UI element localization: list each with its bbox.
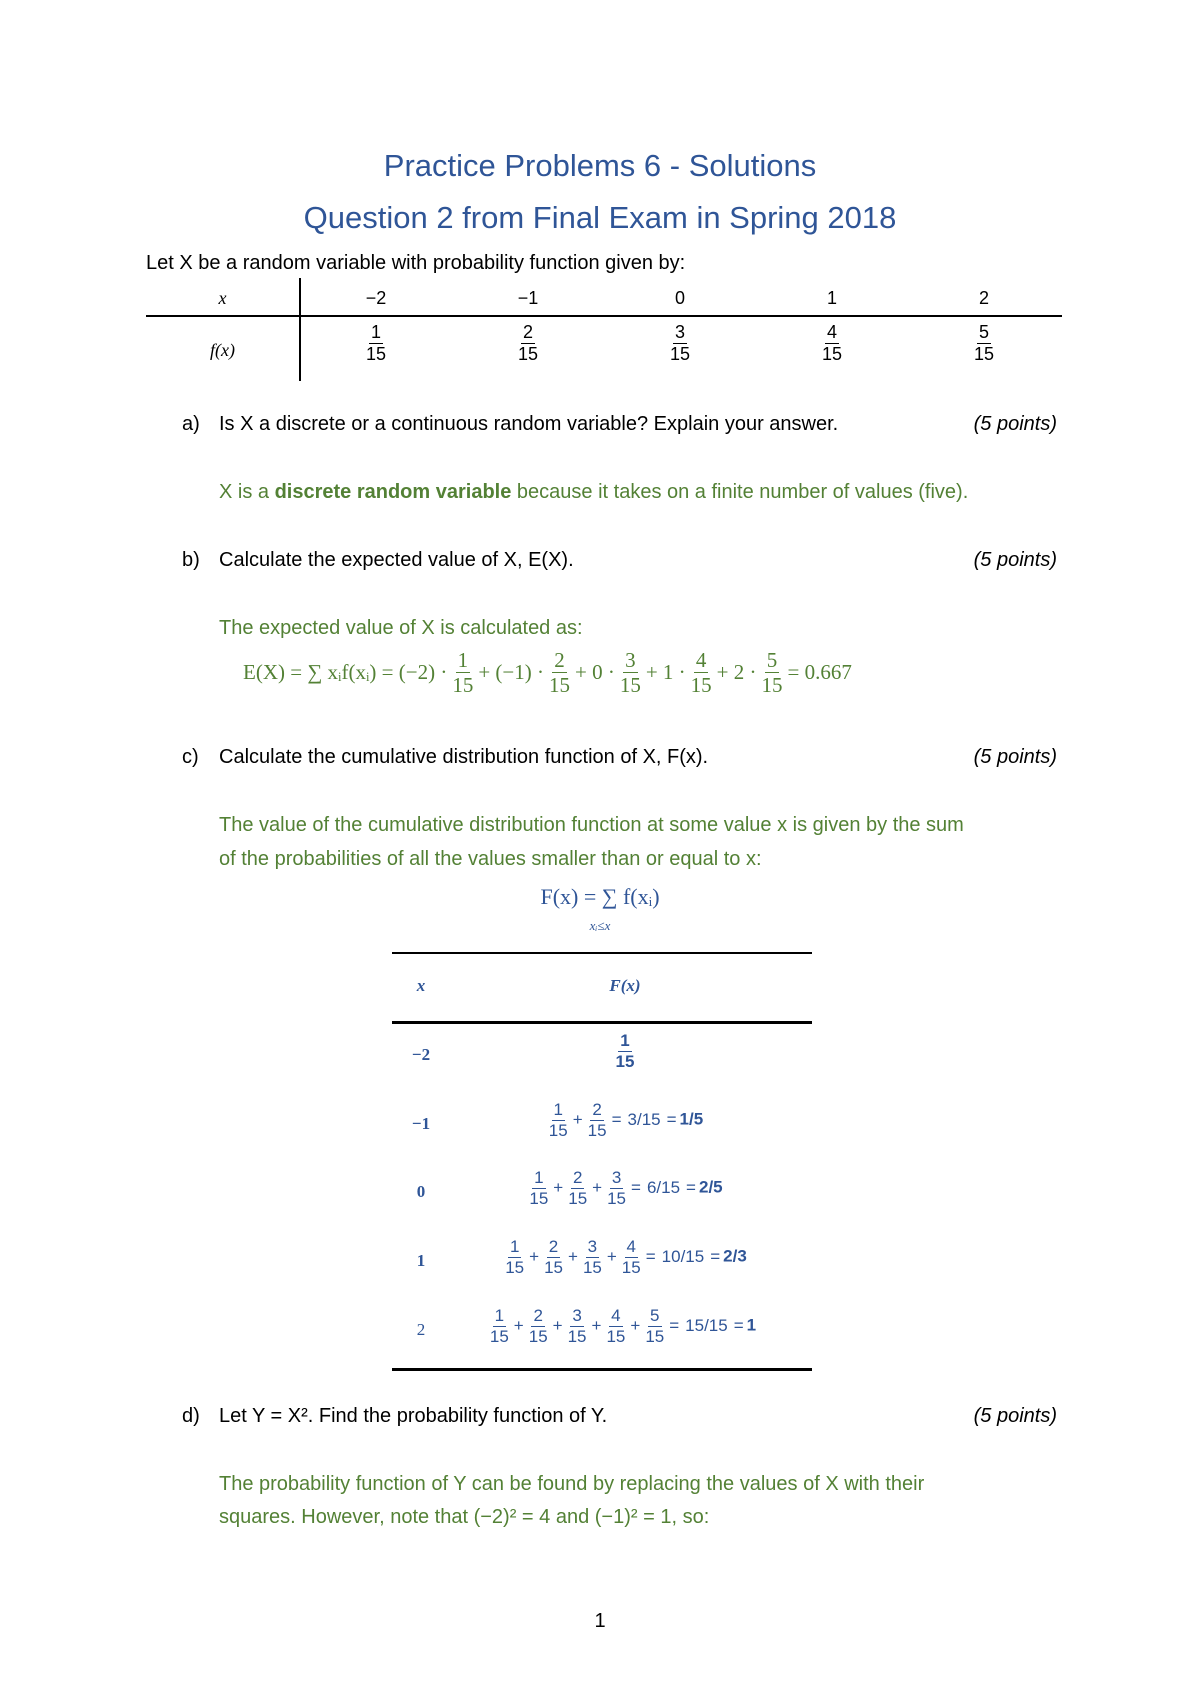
- question-points: (5 points): [973, 1405, 1057, 1427]
- question-text: Let Y = X². Find the probability function of Y.: [219, 1405, 608, 1427]
- pmf-x-value: −2: [365, 288, 387, 308]
- page-subtitle: Question 2 from Final Exam in Spring 2018: [303, 200, 897, 235]
- answer-c-line2: of the probabilities of all the values smaller than or equal to x:: [219, 848, 762, 870]
- cdf-row: [392, 1096, 812, 1156]
- cdf-row: [392, 1302, 812, 1362]
- question-points: (5 points): [973, 746, 1057, 768]
- pmf-f-label: f(x): [210, 340, 235, 360]
- cdf-table-header-rule: [392, 1021, 812, 1024]
- cdf-table-top-rule: [392, 952, 812, 954]
- question-label: d): [182, 1405, 200, 1427]
- pmf-x-value: 1: [826, 288, 837, 308]
- cdf-row-x: 0: [416, 1182, 426, 1201]
- cdf-header-x: x: [416, 976, 426, 995]
- pmf-f-value: $\frac{4}{15}$: [821, 322, 843, 364]
- cdf-row: [392, 1233, 812, 1293]
- question-label: c): [182, 746, 199, 768]
- cdf-row-x: 1: [416, 1251, 426, 1270]
- cdf-formula-subscript: xᵢ≤x: [589, 918, 611, 933]
- page-number: 1: [594, 1610, 606, 1632]
- answer-d-line2: squares. However, note that (−2)² = 4 and (−1)² = 1, so:: [219, 1506, 710, 1528]
- question-label: b): [182, 549, 200, 571]
- question-points: (5 points): [973, 549, 1057, 571]
- pmf-x-label: x: [218, 288, 227, 308]
- cdf-row-value: $\frac{1}{15}$ + $\frac{2}{15}$ + $\frac{3}{15}$ + $\frac{4}{15}$ + $\frac{5}{15}$ = 15/15 = 1: [489, 1306, 757, 1346]
- question-text: Is X a discrete or a continuous random variable? Explain your answer.: [219, 413, 839, 435]
- question-label: a): [182, 413, 200, 435]
- cdf-formula: F(x) = ∑ f(xᵢ): [540, 884, 660, 909]
- cdf-row: [392, 1027, 812, 1087]
- cdf-row-value: $\frac{1}{15}$ + $\frac{2}{15}$ + $\frac{3}{15}$ = 6/15 = 2/5: [529, 1168, 723, 1208]
- cdf-row-x: 2: [416, 1320, 426, 1339]
- answer-d-line1: The probability function of Y can be found by replacing the values of X with their: [219, 1473, 925, 1495]
- cdf-table-bottom-rule: [392, 1368, 812, 1371]
- answer-b-intro: The expected value of X is calculated as:: [219, 617, 583, 639]
- pmf-x-value: 0: [674, 288, 685, 308]
- cdf-row-value: $\frac{1}{15}$ + $\frac{2}{15}$ = 3/15 = 1/5: [548, 1100, 704, 1140]
- pmf-f-value: $\frac{5}{15}$: [973, 322, 995, 364]
- cdf-header-f: F(x): [609, 976, 641, 995]
- cdf-row-value: $\frac{1}{15}$ + $\frac{2}{15}$ + $\frac{3}{15}$ + $\frac{4}{15}$ = 10/15 = 2/3: [505, 1237, 747, 1277]
- question-text: Calculate the expected value of X, E(X).: [219, 549, 574, 571]
- cdf-row-value: $\frac{1}{15}$: [615, 1031, 635, 1071]
- pmf-f-value: $\frac{2}{15}$: [517, 322, 539, 364]
- cdf-row: [392, 1164, 812, 1224]
- pmf-x-value: −1: [517, 288, 539, 308]
- answer-a: X is a discrete random variable because it takes on a finite number of values (five).: [219, 481, 969, 503]
- answer-c-line1: The value of the cumulative distribution function at some value x is given by the sum: [219, 814, 964, 836]
- intro-text: Let X be a random variable with probability function given by:: [146, 252, 686, 274]
- pmf-f-value: $\frac{3}{15}$: [669, 322, 691, 364]
- pmf-f-value: $\frac{1}{15}$: [365, 322, 387, 364]
- expected-value-formula: E(X) = ∑ xᵢf(xᵢ) = (−2) · 1 15 + (−1) · 2 15 + 0 · 3 15 + 1 · 4 15 + 2 · $\frac{5}{15}$ = 0.667: [243, 648, 852, 698]
- cdf-row-x: −1: [411, 1114, 431, 1133]
- cdf-row-x: −2: [411, 1045, 431, 1064]
- page-title: Practice Problems 6 - Solutions: [383, 148, 817, 183]
- question-text: Calculate the cumulative distribution function of X, F(x).: [219, 746, 709, 768]
- question-points: (5 points): [973, 413, 1057, 435]
- pmf-x-value: 2: [978, 288, 989, 308]
